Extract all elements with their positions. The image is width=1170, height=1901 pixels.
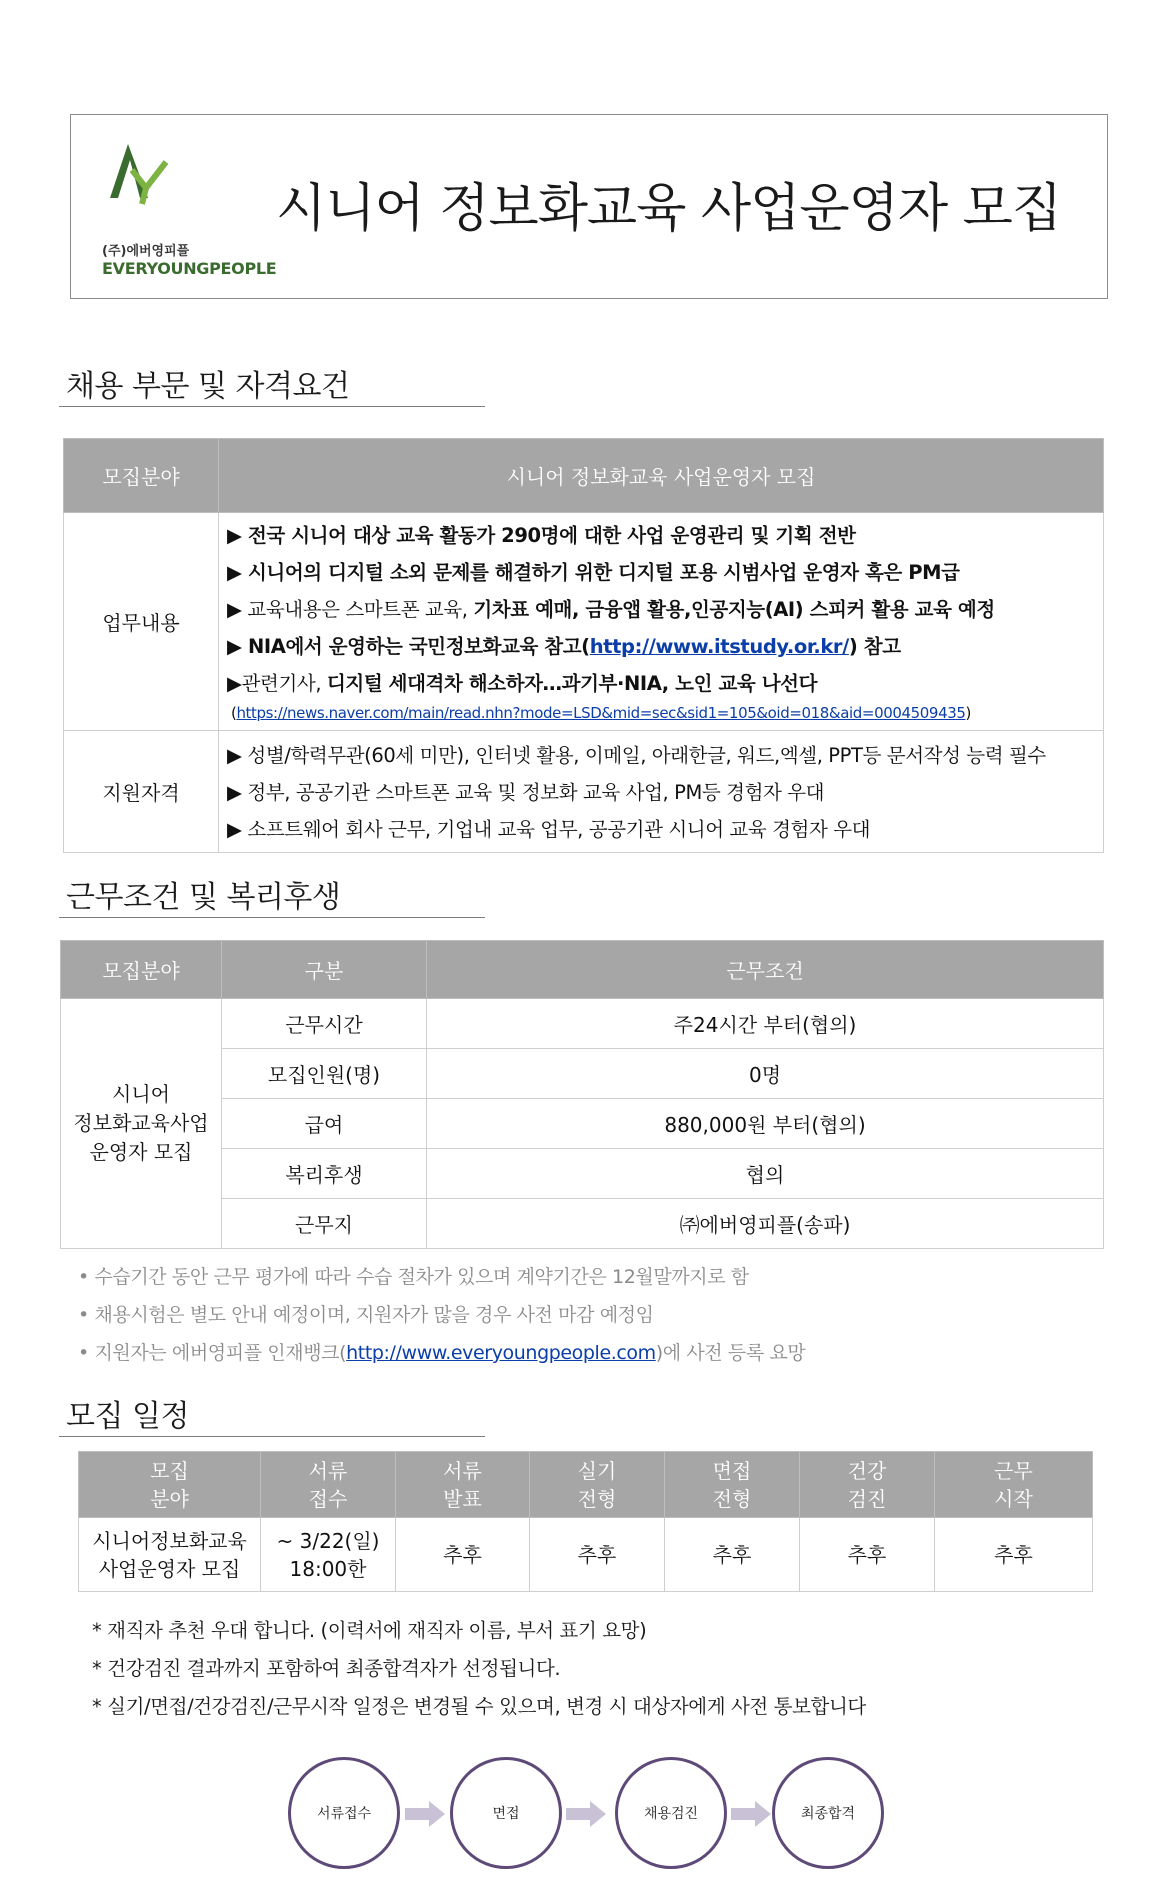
conditions-table xyxy=(60,940,1104,1249)
section-divider xyxy=(59,1436,485,1437)
schedule-deadline: ~ 3/22(일) 18:00한 xyxy=(261,1518,396,1592)
header-doc-result: 서류 발표 xyxy=(396,1452,530,1518)
duty-text-bold: ) 참고 xyxy=(848,635,901,658)
qualification-item: ▶ 정부, 공공기관 스마트폰 교육 및 정보화 교육 사업, PM등 경험자 우대 xyxy=(227,781,825,804)
qualification-item: ▶ 소프트웨어 회사 근무, 기업내 교육 업무, 공공기관 시니어 교육 경험자 우대 xyxy=(227,818,871,841)
note-exam: • 채용시험은 별도 안내 예정이며, 지원자가 많을 경우 사전 마감 예정임 xyxy=(78,1304,654,1326)
header-interview: 면접 전형 xyxy=(665,1452,800,1518)
schedule-tbd: 추후 xyxy=(530,1518,665,1592)
header-start-work: 근무 시작 xyxy=(935,1452,1093,1518)
header-position: 시니어 정보화교육 사업운영자 모집 xyxy=(219,439,1104,513)
everyoungpeople-link[interactable]: http://www.everyoungpeople.com xyxy=(346,1342,656,1364)
section-title-requirements: 채용 부문 및 자격요건 xyxy=(66,369,350,404)
condition-label: 근무지 xyxy=(222,1199,427,1249)
flow-step-interview: 면접 xyxy=(450,1757,562,1869)
section-title-schedule: 모집 일정 xyxy=(66,1399,189,1434)
arrow-right-icon xyxy=(405,1801,445,1827)
duties-cell xyxy=(219,513,1104,731)
duty-text: ▶ 교육내용은 스마트폰 교육, xyxy=(227,598,474,621)
schedule-tbd: 추후 xyxy=(935,1518,1093,1592)
schedule-tbd: 추후 xyxy=(800,1518,935,1592)
qualification-item: ▶ 성별/학력무관(60세 미만), 인터넷 활용, 이메일, 아래한글, 워드,엑셀, PPT등 문서작성 능력 필수 xyxy=(227,744,1046,767)
duty-item: ▶ 시니어의 디지털 소외 문제를 해결하기 위한 디지털 포용 시범사업 운영자 혹은 PM급 xyxy=(227,561,960,584)
condition-value: ㈜에버영피플(송파) xyxy=(427,1199,1104,1249)
field-line: 시니어 xyxy=(112,1082,170,1106)
page-title: 시니어 정보화교육 사업운영자 모집 xyxy=(276,179,1062,239)
section-divider xyxy=(59,406,485,407)
duty-text: ▶관련기사, xyxy=(227,672,327,695)
header-field: 모집분야 xyxy=(61,941,222,999)
note-probation: • 수습기간 동안 근무 평가에 따라 수습 절차가 있으며 계약기간은 12월말까지로 함 xyxy=(78,1266,749,1288)
news-headline: 디지털 세대격차 해소하자…과기부·NIA, 노인 교육 나선다 xyxy=(326,672,818,695)
company-logo xyxy=(100,140,180,208)
field-line: 운영자 모집 xyxy=(89,1140,193,1164)
note-referral: * 재직자 추천 우대 합니다. (이력서에 재직자 이름, 부서 표기 요망) xyxy=(92,1619,647,1642)
duty-item: ▶ 전국 시니어 대상 교육 활동가 290명에 대한 사업 운영관리 및 기획 전반 xyxy=(227,524,856,547)
news-url-line xyxy=(219,702,1103,724)
condition-label: 근무시간 xyxy=(222,999,427,1049)
schedule-tbd: 추후 xyxy=(665,1518,800,1592)
duty-item xyxy=(219,591,1103,628)
qualifications-cell xyxy=(219,731,1104,853)
company-name-korean: (주)에버영피플 xyxy=(102,244,190,259)
qualifications-label: 지원자격 xyxy=(64,731,219,853)
flow-step-health-check: 채용검진 xyxy=(615,1757,727,1869)
header-condition: 근무조건 xyxy=(427,941,1104,999)
section-divider xyxy=(59,917,485,918)
schedule-tbd: 추후 xyxy=(396,1518,530,1592)
header-category: 구분 xyxy=(222,941,427,999)
note-text: • 지원자는 에버영피플 인재뱅크( xyxy=(78,1342,347,1364)
header-field: 모집분야 xyxy=(64,439,219,513)
section-title-conditions: 근무조건 및 복리후생 xyxy=(66,880,341,915)
company-name-english: EVERYOUNGPEOPLE xyxy=(102,259,277,278)
duty-item xyxy=(219,665,1103,702)
field-line: 정보화교육사업 xyxy=(73,1111,209,1135)
condition-value: 880,000원 부터(협의) xyxy=(427,1099,1104,1149)
paren: ( xyxy=(231,704,237,722)
duty-text-bold: ▶ NIA에서 운영하는 국민정보화교육 참고( xyxy=(227,635,590,658)
duty-text-bold: 기차표 예매, 금융앱 활용,인공지능(AI) 스피커 활용 교육 예정 xyxy=(473,598,995,621)
note-health: * 건강검진 결과까지 포함하여 최종합격자가 선정됩니다. xyxy=(92,1657,561,1680)
duty-item xyxy=(219,628,1103,665)
header-health-check: 건강 검진 xyxy=(800,1452,935,1518)
note-text: )에 사전 등록 요망 xyxy=(655,1342,806,1364)
requirements-table xyxy=(63,438,1104,853)
note-schedule-change: * 실기/면접/건강검진/근무시작 일정은 변경될 수 있으며, 변경 시 대상자에게 사전 통보합니다 xyxy=(92,1695,866,1718)
condition-label: 급여 xyxy=(222,1099,427,1149)
header-field: 모집 분야 xyxy=(79,1452,261,1518)
field-cell xyxy=(61,999,222,1249)
condition-value: 0명 xyxy=(427,1049,1104,1099)
arrow-right-icon xyxy=(566,1801,606,1827)
condition-value: 협의 xyxy=(427,1149,1104,1199)
note-registration xyxy=(78,1338,805,1365)
news-link[interactable]: https://news.naver.com/main/read.nhn?mode=LSD&mid=sec&sid1=105&oid=018&aid=0004509435 xyxy=(236,704,966,722)
condition-label: 모집인원(명) xyxy=(222,1049,427,1099)
schedule-table xyxy=(78,1451,1093,1592)
condition-label: 복리후생 xyxy=(222,1149,427,1199)
flow-step-document: 서류접수 xyxy=(288,1757,400,1869)
arrow-right-icon xyxy=(731,1801,771,1827)
paren: ) xyxy=(965,704,971,722)
header-doc-submit: 서류 접수 xyxy=(261,1452,396,1518)
condition-value: 주24시간 부터(협의) xyxy=(427,999,1104,1049)
header-practical: 실기 전형 xyxy=(530,1452,665,1518)
flow-step-final: 최종합격 xyxy=(772,1757,884,1869)
itstudy-link[interactable]: http://www.itstudy.or.kr/ xyxy=(589,635,849,658)
schedule-field: 시니어정보화교육 사업운영자 모집 xyxy=(79,1518,261,1592)
duties-label: 업무내용 xyxy=(64,513,219,731)
